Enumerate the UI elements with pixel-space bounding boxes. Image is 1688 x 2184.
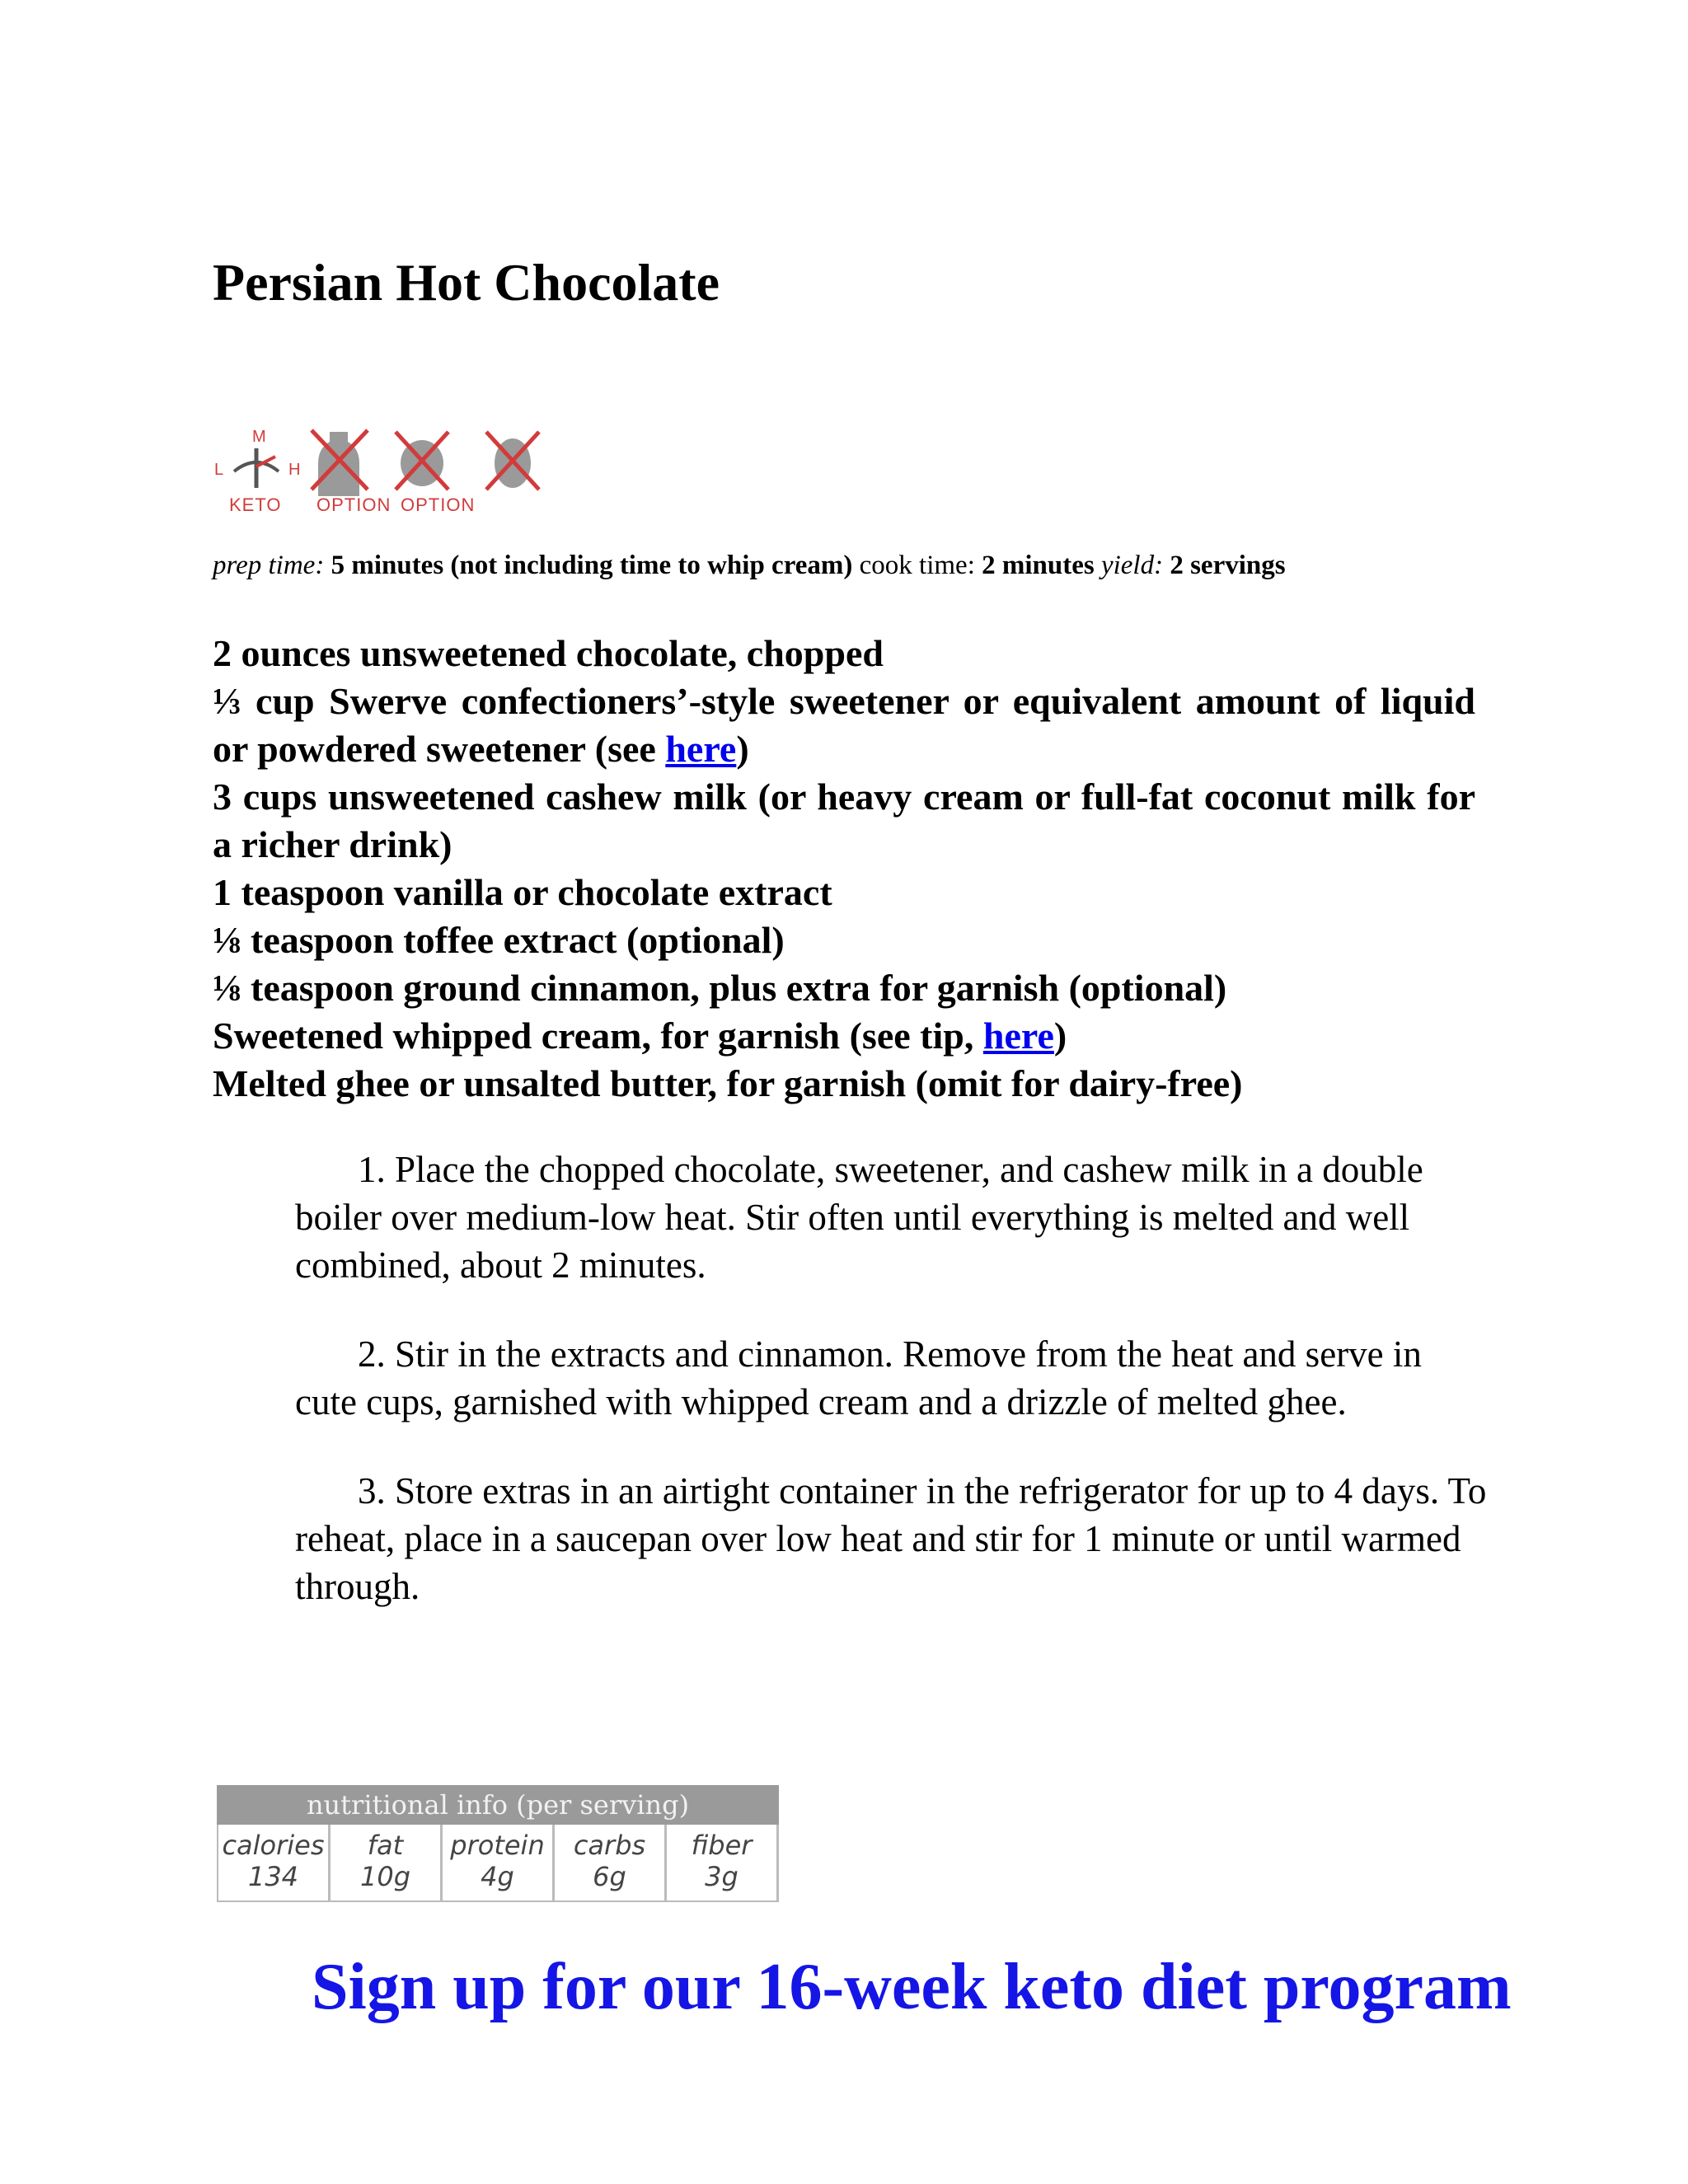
nutrition-cell-carbs: carbs 6g xyxy=(555,1825,667,1900)
ingredient-item: 3 cups unsweetened cashew milk (or heavy cream or full-fat coconut milk for a richer drink) xyxy=(213,776,1475,865)
ingredient-item: ⅛ teaspoon toffee extract (optional) xyxy=(213,919,785,961)
nut-free-option-icon xyxy=(396,432,448,490)
instruction-list xyxy=(295,1146,1490,1652)
egg-free-icon xyxy=(486,432,539,490)
dairy-free-option-icon xyxy=(312,430,368,496)
keto-caption: KETO xyxy=(229,494,282,515)
yield-value: 2 servings xyxy=(1170,551,1286,580)
nutrition-row xyxy=(217,1825,779,1902)
dairy-option-caption: OPTION xyxy=(316,494,392,515)
diet-icons xyxy=(206,420,560,519)
prep-time-value: 5 minutes (not including time to whip cream) xyxy=(331,551,853,580)
nutrition-table xyxy=(217,1785,779,1902)
ingredient-list xyxy=(213,630,1475,1108)
nutrition-cell-fat: fat 10g xyxy=(331,1825,443,1900)
recipe-meta xyxy=(213,551,1286,581)
prep-time-label: prep time: xyxy=(213,551,325,580)
ingredient-item: Sweetened whipped cream, for garnish (see tip, here) xyxy=(213,1015,1067,1057)
scale-letter-m: M xyxy=(252,428,266,446)
ingredient-item: 1 teaspoon vanilla or chocolate extract xyxy=(213,871,832,913)
ingredient-item: 2 ounces unsweetened chocolate, chopped xyxy=(213,632,884,674)
scale-letter-l: L xyxy=(214,461,224,479)
sweetener-here-link[interactable]: here xyxy=(665,728,737,770)
nutrition-cell-fiber: fiber 3g xyxy=(667,1825,779,1900)
nutrition-heading: nutritional info (per serving) xyxy=(217,1785,779,1825)
nutrition-cell-calories: calories 134 xyxy=(218,1825,331,1900)
instruction-step: 2. Stir in the extracts and cinnamon. Remove from the heat and serve in cute cups, garnished with whipped cream and a drizzle of melted ghee. xyxy=(295,1333,1422,1422)
nut-option-caption: OPTION xyxy=(401,494,476,515)
cook-time-label: cook time: xyxy=(859,551,975,580)
cook-time-value: 2 minutes xyxy=(982,551,1095,580)
keto-program-signup-link[interactable]: Sign up for our 16-week keto diet program xyxy=(312,1951,1512,2023)
ingredient-item: Melted ghee or unsalted butter, for garnish (omit for dairy-free) xyxy=(213,1062,1243,1104)
scale-letter-h: H xyxy=(288,461,301,479)
recipe-title: Persian Hot Chocolate xyxy=(213,253,720,312)
nutrition-cell-protein: protein 4g xyxy=(443,1825,555,1900)
ingredient-item: ⅛ teaspoon ground cinnamon, plus extra for garnish (optional) xyxy=(213,967,1227,1009)
yield-label: yield: xyxy=(1100,551,1164,580)
keto-scale-icon xyxy=(214,428,300,488)
instruction-step: 3. Store extras in an airtight container in the refrigerator for up to 4 days. To reheat, place in a saucepan over low heat and stir for 1 minute or until warmed through. xyxy=(295,1470,1487,1607)
whipped-cream-here-link[interactable]: here xyxy=(982,1015,1054,1057)
ingredient-item: ⅓ cup Swerve confectioners’-style sweetener or equivalent amount of liquid or powdered sweetener (see here) xyxy=(213,680,1475,770)
instruction-step: 1. Place the chopped chocolate, sweetener, and cashew milk in a double boiler over medium-low heat. Stir often until everything is melted and well combined, about 2 minutes. xyxy=(295,1149,1423,1286)
